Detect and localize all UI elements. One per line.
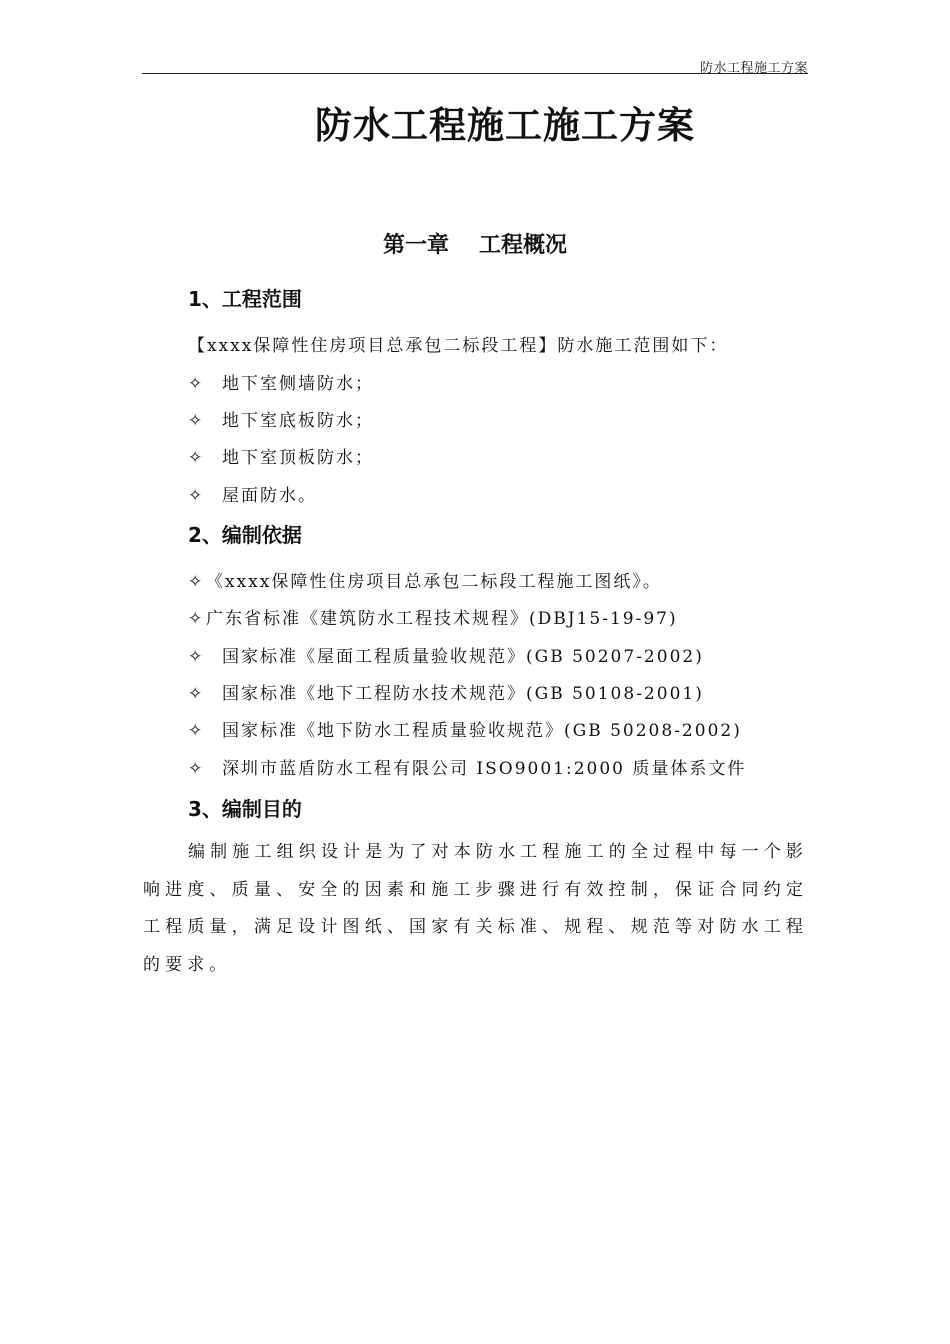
bullet-icon: ✧	[188, 684, 205, 704]
section-heading-scope: 1、工程范围	[188, 287, 302, 311]
list-item: ✧ 地下室底板防水；	[188, 411, 374, 431]
header-rule	[142, 73, 808, 74]
list-item: ✧ 国家标准《地下工程防水技术规范》(GB 50108-2001)	[188, 684, 704, 704]
list-item: ✧ 深圳市蓝盾防水工程有限公司 ISO9001:2000 质量体系文件	[188, 759, 747, 779]
list-item: ✧ 国家标准《地下防水工程质量验收规范》(GB 50208-2002)	[188, 721, 742, 741]
list-item: ✧ 地下室顶板防水；	[188, 448, 374, 468]
bullet-icon: ✧	[188, 572, 205, 592]
list-item: ✧ 地下室侧墙防水；	[188, 374, 374, 394]
bullet-icon: ✧	[188, 647, 205, 667]
list-item: ✧ 《xxxx保障性住房项目总承包二标段工程施工图纸》。	[188, 572, 662, 592]
chapter-name: 工程概况	[479, 233, 568, 258]
bullet-icon: ✧	[188, 721, 205, 741]
list-item: ✧ 屋面防水。	[188, 486, 317, 506]
running-header: 防水工程施工方案	[699, 61, 808, 76]
document-title: 防水工程施工施工方案	[315, 104, 695, 147]
section-heading-basis: 2、编制依据	[188, 523, 302, 547]
list-item: ✧ 国家标准《屋面工程质量验收规范》(GB 50207-2002)	[188, 647, 704, 667]
list-item: ✧ 广东省标准《建筑防水工程技术规程》(DBJ15-19-97)	[188, 609, 678, 629]
bullet-icon: ✧	[188, 448, 205, 468]
bullet-icon: ✧	[188, 486, 205, 506]
bullet-icon: ✧	[188, 609, 205, 629]
bullet-icon: ✧	[188, 759, 205, 779]
bullet-icon: ✧	[188, 374, 205, 394]
section-heading-purpose: 3、编制目的	[188, 797, 302, 821]
chapter-heading	[0, 228, 950, 259]
scope-intro: 【xxxx保障性住房项目总承包二标段工程】防水施工范围如下：	[188, 336, 729, 356]
chapter-number: 第一章	[382, 233, 449, 258]
bullet-icon: ✧	[188, 411, 205, 431]
purpose-paragraph: 编制施工组织设计是为了对本防水工程施工的全过程中每一个影响进度、质量、安全的因素和施工步骤进行有效控制，保证合同约定工程质量，满足设计图纸、国家有关标准、规程、规范等对防水工程的要求。	[143, 842, 808, 975]
